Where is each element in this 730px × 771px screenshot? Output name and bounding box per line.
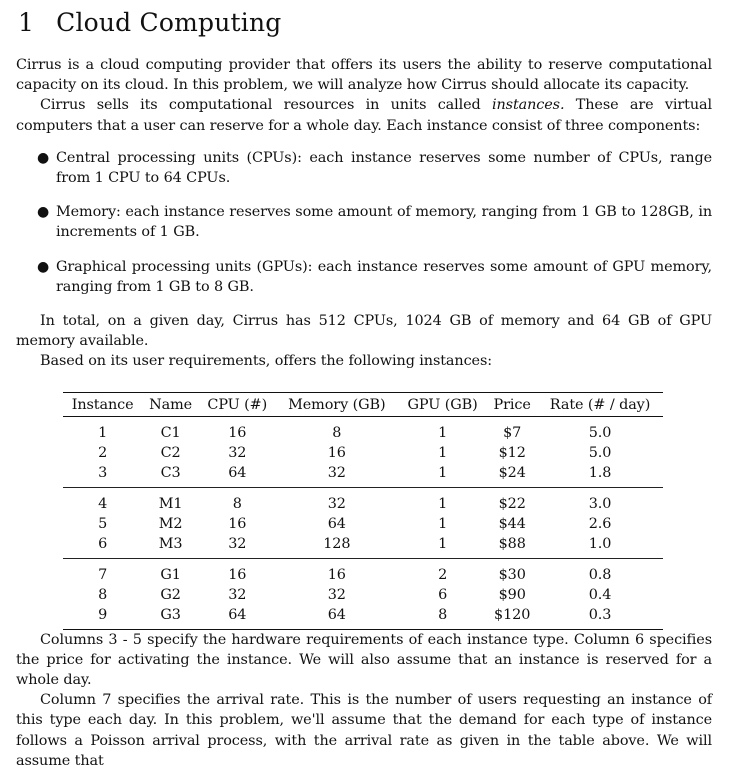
table-row: [63, 585, 663, 605]
columns-paragraph: Columns 3 - 5 specify the hardware requirements of each instance type. Column 6 specifies the price for activating the instance. We will also assume that an instance is reserved for a whole day.: [16, 631, 712, 689]
table-row: [63, 416, 663, 443]
table-row: [63, 463, 663, 488]
column-header: Rate (# / day): [537, 392, 663, 416]
table-cell: $22: [498, 495, 526, 512]
table-cell: 2: [438, 566, 448, 583]
table-row: [63, 558, 663, 585]
bullet-icon: ●: [37, 258, 50, 275]
table-cell: 1.0: [537, 534, 663, 559]
table-cell: 0.4: [588, 586, 612, 603]
section-number: 1: [18, 8, 35, 37]
table-cell: 16: [228, 424, 247, 441]
column-header: Name: [142, 392, 199, 416]
table-cell: $88: [487, 534, 537, 559]
table-cell: 32: [199, 534, 276, 559]
table-cell: 1: [438, 495, 448, 512]
table-cell: 64: [276, 605, 398, 630]
column-header: Instance: [63, 392, 142, 416]
table-cell: 5.0: [588, 444, 612, 461]
instance-table: [63, 392, 663, 630]
table-cell: 8: [98, 586, 108, 603]
table-row: [63, 487, 663, 514]
document-page: [16, 8, 712, 771]
instances-text-before: Cirrus sells its computational resources in units called: [40, 97, 492, 114]
list-item: [16, 148, 712, 188]
table-cell: 9: [63, 605, 142, 630]
table-cell: C3: [142, 463, 199, 488]
table-cell: 0.3: [537, 605, 663, 630]
table-cell: 1: [398, 534, 487, 559]
table-cell: 4: [98, 495, 108, 512]
table-cell: $90: [498, 586, 526, 603]
table-cell: 1: [438, 444, 448, 461]
instance-table-container: [63, 392, 663, 630]
table-cell: $7: [503, 424, 522, 441]
table-cell: 2.6: [588, 515, 612, 532]
table-cell: 64: [327, 515, 346, 532]
table-cell: 3: [63, 463, 142, 488]
table-row: [63, 605, 663, 630]
table-cell: $24: [487, 463, 537, 488]
table-cell: 32: [327, 495, 346, 512]
list-item-text: Memory: each instance reserves some amount of memory, ranging from 1 GB to 128GB, in increments of 1 GB.: [56, 204, 712, 241]
table-cell: 32: [228, 586, 247, 603]
instances-paragraph: [16, 95, 712, 135]
table-header-row: [63, 392, 663, 416]
section-title: Cloud Computing: [56, 8, 282, 37]
list-item: [16, 257, 712, 297]
capacity-paragraph: In total, on a given day, Cirrus has 512 CPUs, 1024 GB of memory and 64 GB of GPU memory available.: [16, 313, 712, 350]
table-cell: 16: [327, 566, 346, 583]
table-cell: 5: [98, 515, 108, 532]
table-cell: 6: [438, 586, 448, 603]
table-row: [63, 534, 663, 559]
table-cell: 1.8: [537, 463, 663, 488]
offers-paragraph: Based on its user requirements, offers the following instances:: [40, 353, 492, 370]
table-cell: 8: [232, 495, 242, 512]
table-cell: $12: [498, 444, 526, 461]
table-cell: M1: [158, 495, 183, 512]
table-cell: 1: [98, 424, 108, 441]
table-cell: 6: [63, 534, 142, 559]
component-list: [16, 148, 712, 297]
table-cell: 8: [398, 605, 487, 630]
table-cell: 5.0: [588, 424, 612, 441]
table-cell: M2: [158, 515, 183, 532]
table-cell: 32: [327, 586, 346, 603]
table-cell: 32: [228, 444, 247, 461]
table-cell: 0.8: [588, 566, 612, 583]
list-item-text: Graphical processing units (GPUs): each instance reserves some amount of GPU memory, ranging from 1 GB to 8 GB.: [56, 258, 712, 295]
table-cell: 8: [332, 424, 342, 441]
table-cell: $120: [487, 605, 537, 630]
table-cell: G2: [160, 586, 181, 603]
column-header: Memory (GB): [276, 392, 398, 416]
table-cell: C1: [160, 424, 181, 441]
table-cell: $30: [498, 566, 526, 583]
table-cell: $44: [498, 515, 526, 532]
table-cell: 1: [438, 424, 448, 441]
table-cell: 1: [438, 515, 448, 532]
table-cell: 32: [276, 463, 398, 488]
intro-paragraph: Cirrus is a cloud computing provider that offers its users the ability to reserve computational capacity on its cloud. In this problem, we will analyze how Cirrus should allocate its capacity.: [16, 57, 712, 94]
arrival-rate-paragraph: Column 7 specifies the arrival rate. This is the number of users requesting an instance of this type each day. In this problem, we'll assume that the demand for each type of instance follows a Poisson arrival process, with the arrival rate as given in the table above. We will assume that: [16, 692, 712, 769]
instances-term: instances.: [492, 97, 565, 114]
table-cell: 16: [228, 515, 247, 532]
table-cell: 64: [199, 605, 276, 630]
table-cell: 64: [199, 463, 276, 488]
column-header: GPU (GB): [398, 392, 487, 416]
table-cell: 1: [398, 463, 487, 488]
table-cell: G3: [142, 605, 199, 630]
table-cell: 3.0: [588, 495, 612, 512]
instances-text-after: These are virtual computers that a user can reserve for a whole day. Each instance consist of three components:: [16, 97, 712, 134]
table-cell: G1: [160, 566, 181, 583]
table-row: [63, 514, 663, 534]
column-header: Price: [487, 392, 537, 416]
table-cell: 7: [98, 566, 108, 583]
table-cell: 2: [98, 444, 108, 461]
bullet-icon: ●: [37, 149, 50, 166]
section-heading: [18, 8, 712, 37]
list-item: [16, 202, 712, 242]
table-cell: C2: [160, 444, 181, 461]
bullet-icon: ●: [37, 204, 50, 221]
table-cell: 16: [327, 444, 346, 461]
table-cell: 128: [276, 534, 398, 559]
table-cell: 16: [228, 566, 247, 583]
column-header: CPU (#): [199, 392, 276, 416]
table-cell: M3: [142, 534, 199, 559]
list-item-text: Central processing units (CPUs): each instance reserves some number of CPUs, range from 1 CPU to 64 CPUs.: [56, 149, 712, 187]
table-row: [63, 443, 663, 463]
